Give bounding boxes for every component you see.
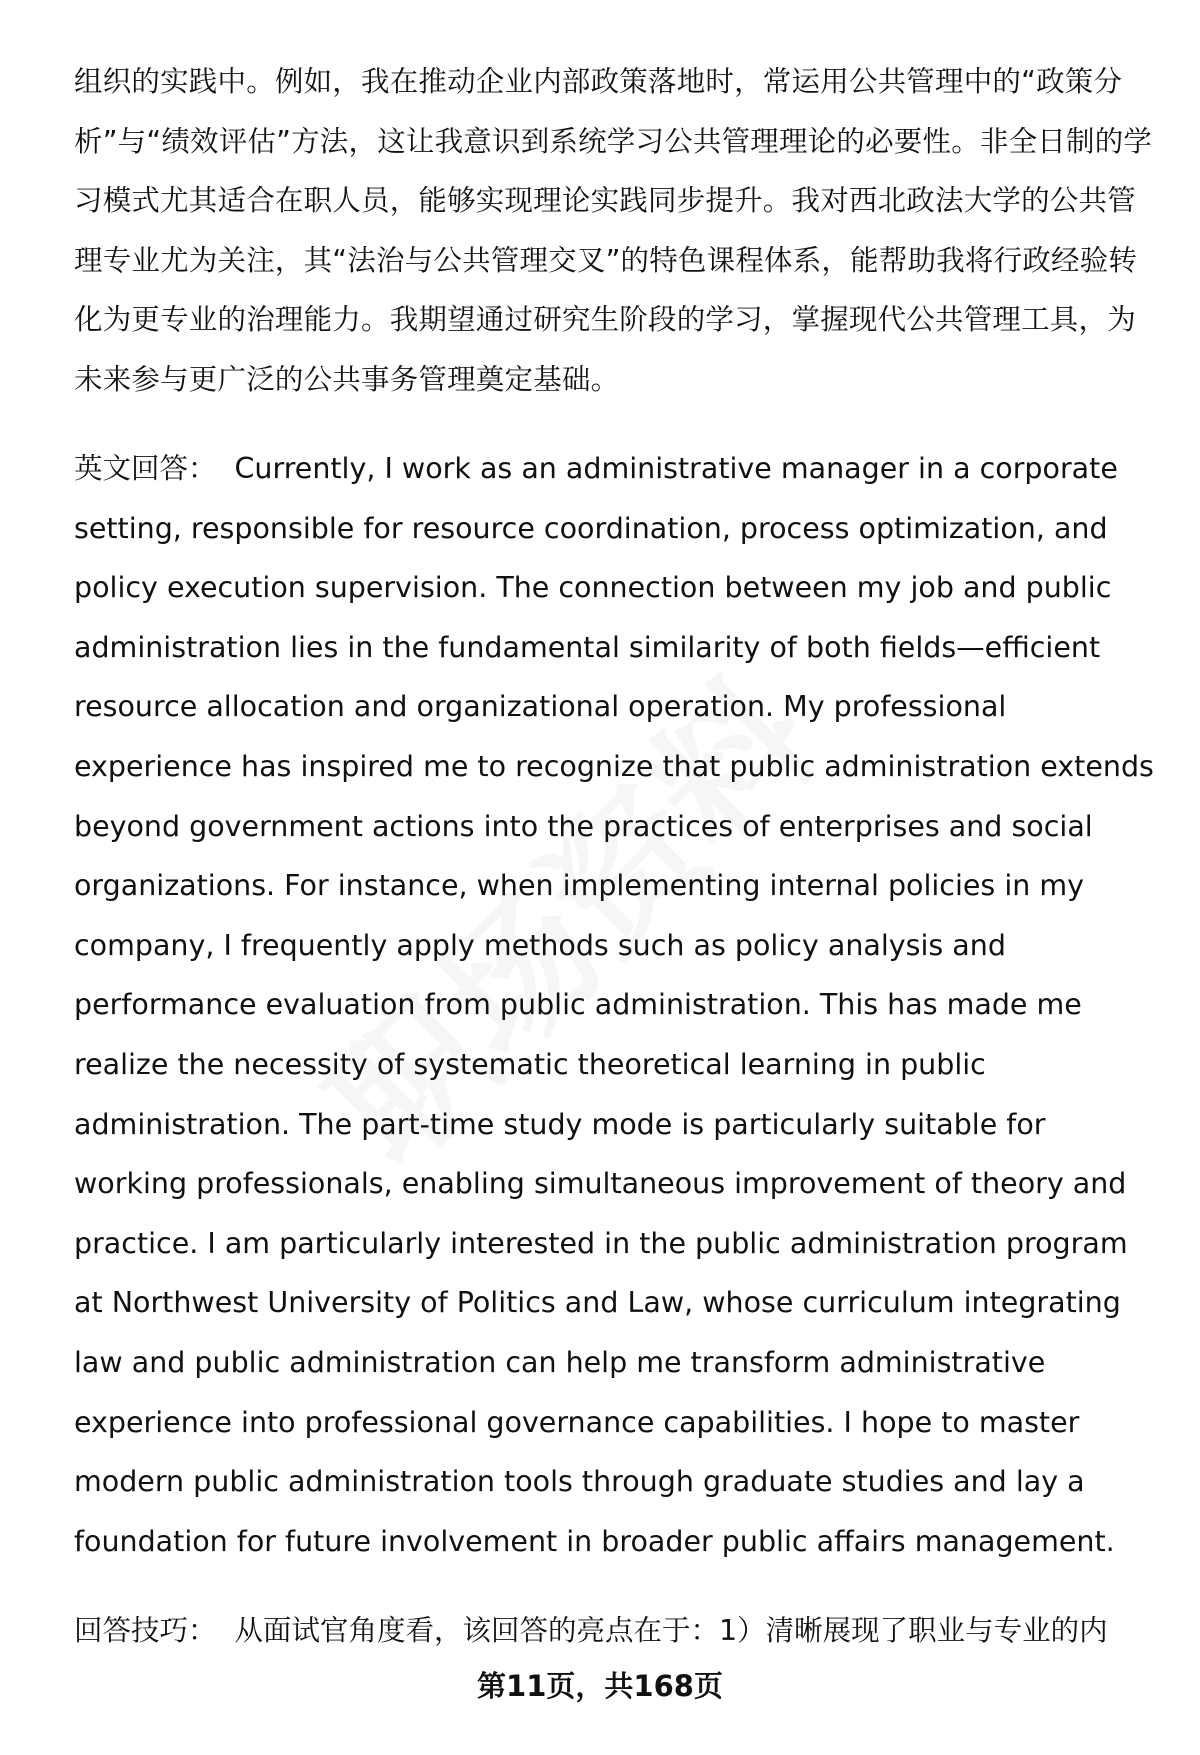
chinese-answer-paragraph: 组织的实践中。例如，我在推动企业内部政策落地时，常运用公共管理中的“政策分析”与“绩效评估”方法，这让我意识到系统学习公共管理理论的必要性。非全日制的学习模式尤其适合在职人员，能够实现理论实践同步提升。我对西北政法大学的公共管理专业尤为关注，其“法治与公共管理交叉”的特色课程体系，能帮助我将行政经验转化为更专业的治理能力。我期望通过研究生阶段的学习，掌握现代公共管理工具，为未来参与更广泛的公共事务管理奠定基础。 bbox=[74, 65, 1153, 396]
answer-tips-text: 从面试官角度看，该回答的亮点在于：1）清晰展现了职业与专业的内 bbox=[234, 1614, 1108, 1648]
english-answer-label: 英文回答： bbox=[74, 452, 217, 485]
document-body bbox=[74, 52, 1154, 1661]
page-number-footer: 第11页，共168页 bbox=[477, 1669, 723, 1703]
answer-tips-label: 回答技巧： bbox=[74, 1614, 217, 1648]
english-answer-paragraph bbox=[74, 439, 1154, 1571]
english-answer-text: Currently, I work as an administrative manager in a corporate setting, responsible for resource coordination, process optimization, and policy execution supervision. The connection between my job and public administration lies in the fundamental similarity of both fields—efficient resource allocation and organizational operation. My professional experience has inspired me to recognize that public administration extends beyond government actions into the practices of enterprises and social organizations. For instance, when implementing internal policies in my company, I frequently apply methods such as policy analysis and performance evaluation from public administration. This has made me realize the necessity of systematic theoretical learning in public administration. The part-time study mode is particularly suitable for working professionals, enabling simultaneous improvement of theory and practice. I am particularly interested in the public administration program at Northwest University of Politics and Law, whose curriculum integrating law and public administration can help me transform administrative experience into professional governance capabilities. I hope to master modern public administration tools through graduate studies and lay a foundation for future involvement in broader public affairs management. bbox=[74, 452, 1154, 1558]
answer-tips-paragraph bbox=[74, 1601, 1154, 1661]
